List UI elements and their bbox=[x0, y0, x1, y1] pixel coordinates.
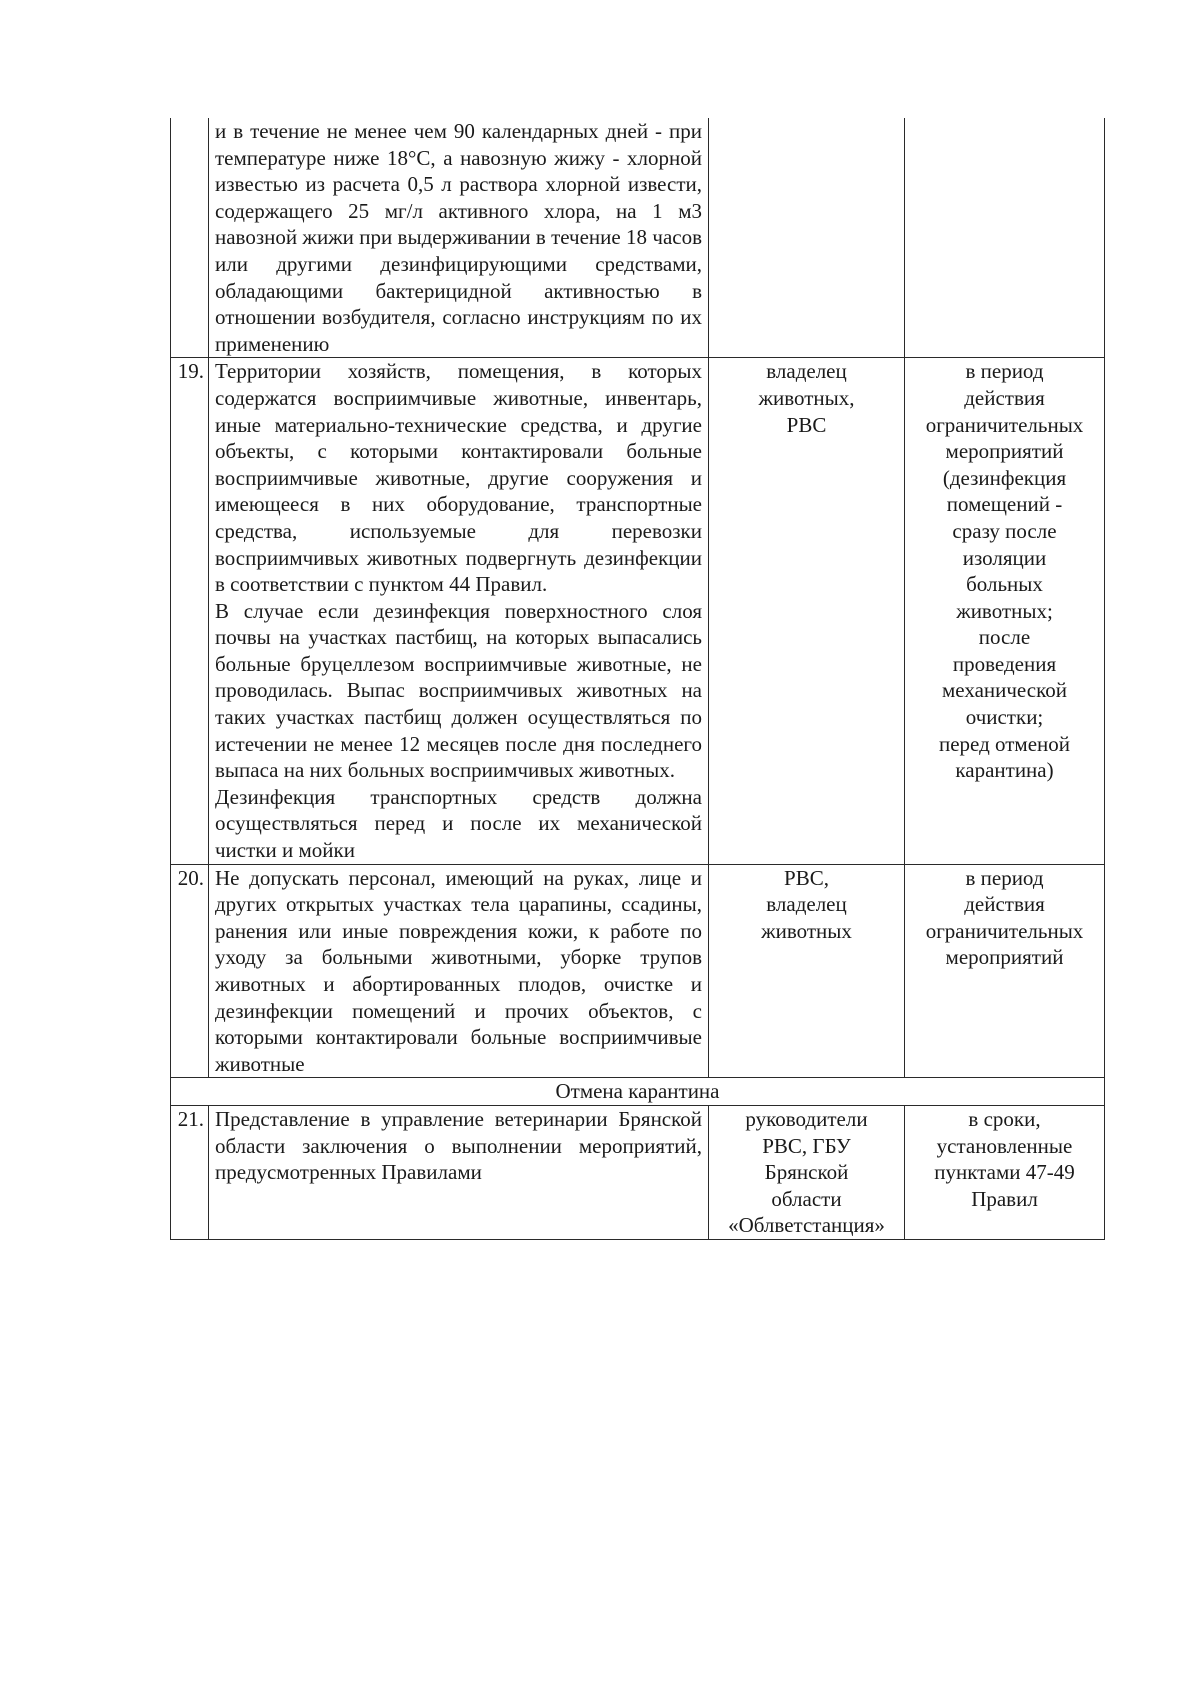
terms-line: механической bbox=[942, 678, 1067, 703]
terms-line: в сроки, bbox=[968, 1106, 1041, 1131]
action-paragraph: В случае если дезинфекция поверхностного слоя почвы на участках пастбищ, на которых выпасались больные бруцеллезом восприимчивые животные, не проводилась. Выпас восприимчивых животных на таких участках пастбищ должен осуществляться по истечении не менее 12 месяцев после дня последнего выпаса на них больных восприимчивых животных. bbox=[215, 598, 702, 783]
responsible-line: руководители bbox=[745, 1106, 868, 1131]
row-terms bbox=[905, 1105, 1105, 1239]
action-paragraph: и в течение не менее чем 90 календарных дней - при температуре ниже 18°С, а навозную жижу - хлорной известью из расчета 0,5 л раствора хлорной извести, содержащего 25 мг/л активного хлора, на 1 м3 навозной жижи при выдерживании в течение 18 часов или другими дезинфицирующими средствами, обладающими бактерицидной активностью в отношении возбудителя, согласно инструкциям по их применению bbox=[215, 119, 702, 356]
terms-line: действия bbox=[964, 385, 1045, 410]
responsible-line: владелец bbox=[766, 359, 847, 384]
action-paragraph: Не допускать персонал, имеющий на руках, лице и других открытых участках тела царапины, ссадины, ранения или иные повреждения кожи, к работе по уходу за больными животными, уборке трупов животных и абортированных плодов, очистке и дезинфекции помещений и прочих объектов, с которыми контактировали больные восприимчивые животные bbox=[215, 865, 702, 1076]
row-responsible bbox=[709, 864, 905, 1078]
terms-line: сразу после bbox=[952, 518, 1057, 543]
row-terms bbox=[905, 118, 1105, 358]
row-number: 20. bbox=[171, 864, 209, 1078]
table-row bbox=[171, 118, 1105, 358]
terms-line: больных bbox=[966, 572, 1043, 597]
terms-line: после bbox=[978, 625, 1031, 650]
terms-line: Правил bbox=[971, 1186, 1038, 1211]
terms-line: в период bbox=[965, 865, 1044, 890]
terms-line: (дезинфекция bbox=[942, 465, 1067, 490]
document-page bbox=[170, 118, 1104, 1240]
terms-line: действия bbox=[964, 892, 1045, 917]
row-responsible bbox=[709, 358, 905, 864]
responsible-line: Брянской bbox=[764, 1160, 849, 1185]
terms-line: в период bbox=[965, 359, 1044, 384]
table-row bbox=[171, 864, 1105, 1078]
terms-line: проведения bbox=[952, 651, 1057, 676]
row-responsible bbox=[709, 1105, 905, 1239]
table-row bbox=[171, 358, 1105, 864]
terms-line: ограничительных bbox=[925, 412, 1084, 437]
action-paragraph: Территории хозяйств, помещения, в которых содержатся восприимчивые животные, инвентарь, иные материально-технические средства, и другие объекты, с которыми контактировали больные восприимчивые животные, другие сооружения и имеющееся в них оборудование, транспортные средства, используемые для перевозки восприимчивых животных подвергнуть дезинфекции в соответствии с пунктом 44 Правил. bbox=[215, 359, 702, 597]
table-row bbox=[171, 1105, 1105, 1239]
responsible-line: РВС, ГБУ bbox=[762, 1133, 851, 1158]
row-action bbox=[209, 358, 709, 864]
terms-line: мероприятий bbox=[945, 439, 1064, 464]
action-paragraph: Дезинфекция транспортных средств должна осуществляться перед и после их механической чистки и мойки bbox=[215, 784, 702, 863]
row-number: 19. bbox=[171, 358, 209, 864]
responsible-line: РВС, bbox=[784, 865, 829, 890]
terms-line: пунктами 47-49 bbox=[934, 1160, 1075, 1185]
row-responsible bbox=[709, 118, 905, 358]
measures-table bbox=[170, 118, 1105, 1240]
terms-line: перед отменой bbox=[938, 731, 1071, 756]
row-action bbox=[209, 1105, 709, 1239]
terms-line: животных; bbox=[956, 598, 1053, 623]
terms-line: карантина) bbox=[955, 758, 1054, 783]
responsible-line: владелец bbox=[766, 892, 847, 917]
section-row bbox=[171, 1078, 1105, 1106]
terms-line: ограничительных bbox=[925, 918, 1084, 943]
terms-line: очистки; bbox=[965, 705, 1044, 730]
responsible-line: животных bbox=[761, 918, 852, 943]
terms-line: установленные bbox=[936, 1133, 1073, 1158]
responsible-line: «Облветстанция» bbox=[728, 1213, 885, 1238]
row-number: 21. bbox=[171, 1105, 209, 1239]
row-action bbox=[209, 864, 709, 1078]
terms-line: изоляции bbox=[962, 545, 1047, 570]
responsible-line: области bbox=[771, 1186, 842, 1211]
row-action bbox=[209, 118, 709, 358]
row-number bbox=[171, 118, 209, 358]
action-paragraph: Представление в управление ветеринарии Брянской области заключения о выполнении мероприятий, предусмотренных Правилами bbox=[215, 1106, 702, 1185]
row-terms bbox=[905, 864, 1105, 1078]
responsible-line: животных, bbox=[758, 385, 855, 410]
section-title: Отмена карантина bbox=[171, 1078, 1105, 1106]
terms-line: помещений - bbox=[946, 492, 1063, 517]
terms-line: мероприятий bbox=[945, 945, 1064, 970]
row-terms bbox=[905, 358, 1105, 864]
responsible-line: РВС bbox=[786, 412, 827, 437]
